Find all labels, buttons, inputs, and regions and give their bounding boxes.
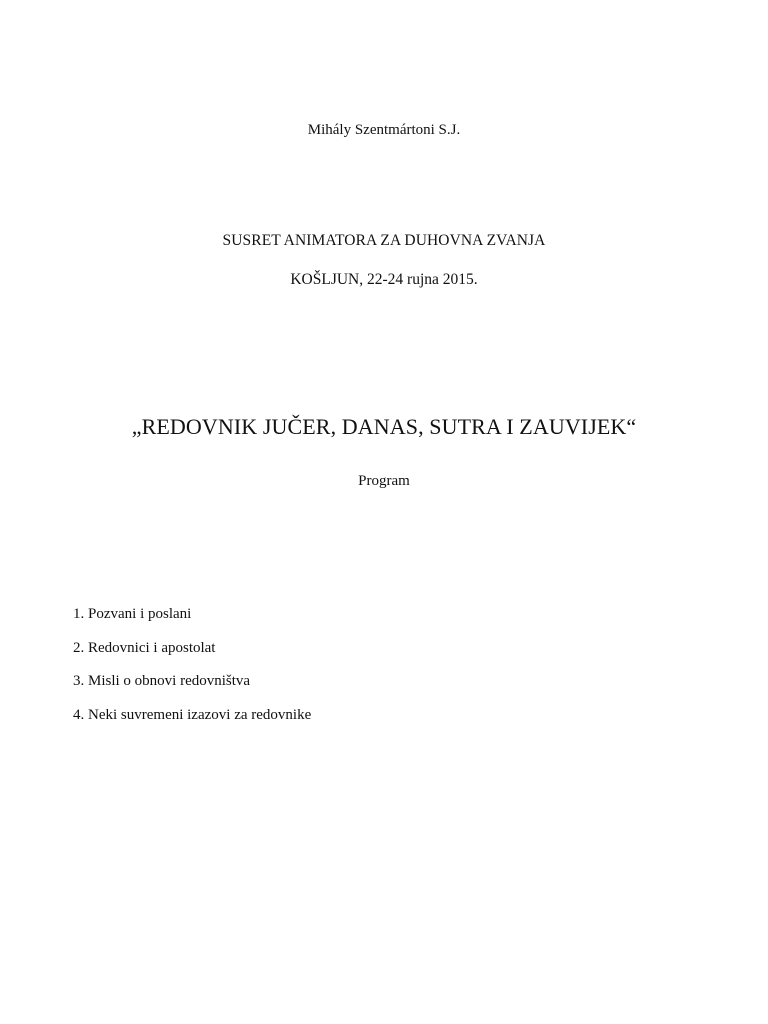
program-item: 3. Misli o obnovi redovništva	[73, 673, 251, 689]
program-item: 4. Neki suvremeni izazovi za redovnike	[73, 706, 312, 723]
program-item: 1. Pozvani i poslani	[73, 606, 192, 622]
event-title: SUSRET ANIMATORA ZA DUHOVNA ZVANJA	[222, 232, 546, 249]
document-title: „REDOVNIK JUČER, DANAS, SUTRA I ZAUVIJEK“	[131, 414, 637, 439]
program-list	[73, 605, 311, 739]
program-item: 2. Redovnici i apostolat	[73, 639, 216, 656]
document-subtitle: Program	[358, 473, 410, 489]
author-name: Mihály Szentmártoni S.J.	[307, 122, 461, 138]
event-place-date: KOŠLJUN, 22-24 rujna 2015.	[290, 271, 478, 288]
